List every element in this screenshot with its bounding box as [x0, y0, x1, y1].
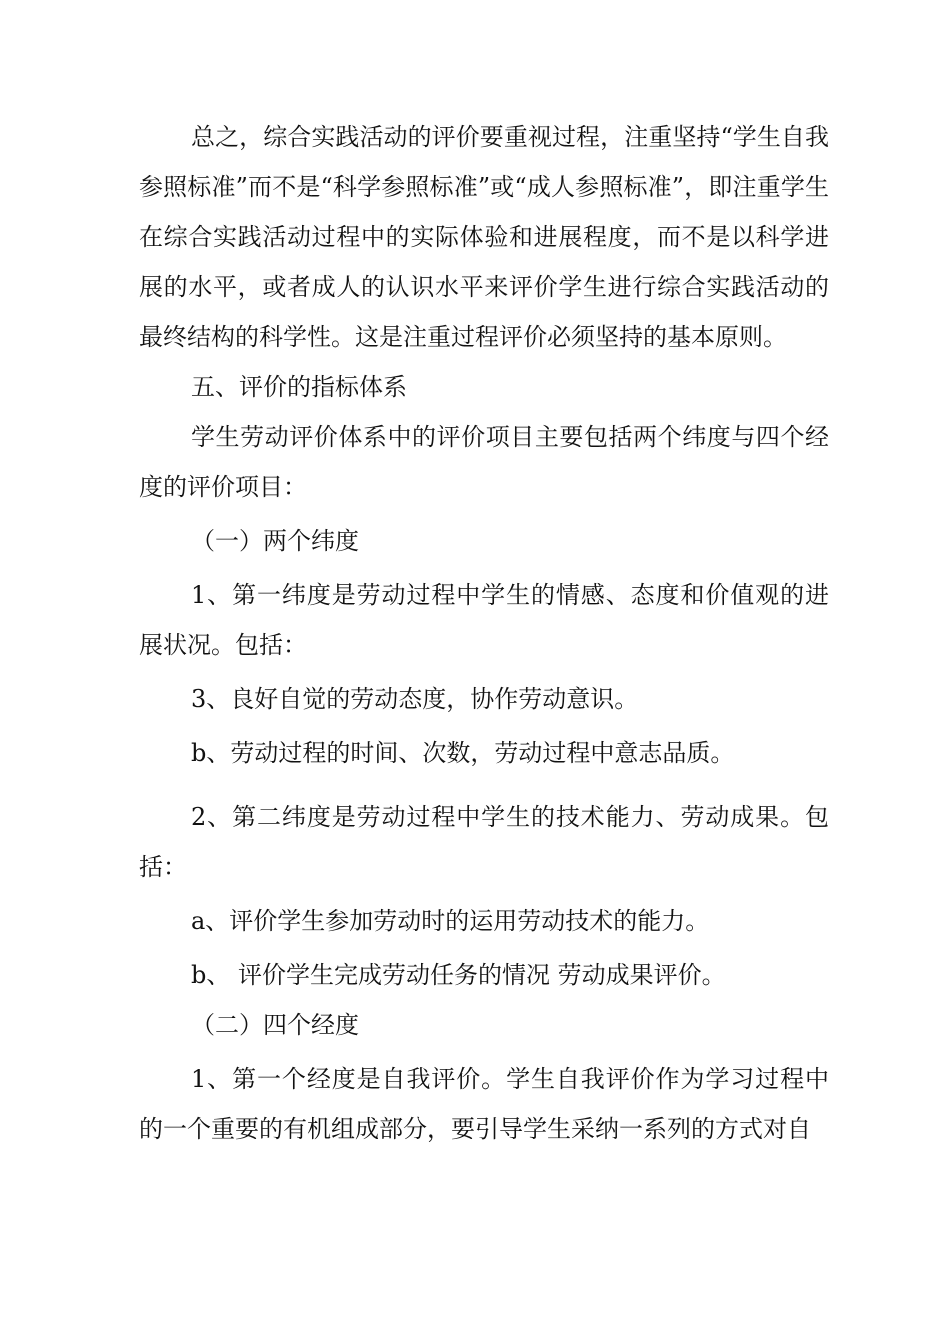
paragraph-first-latitude: 1、第一纬度是劳动过程中学生的情感、态度和价值观的进展状况。包括：	[139, 581, 829, 659]
paragraph-process-evaluation: 总之，综合实践活动的评价要重视过程，注重坚持“学生自我参照标准”而不是“科学参照标准”或“成人参照标准”，即注重学生在综合实践活动过程中的实际体验和进展程度，而不是以科学进展的水平，或者成人的认识水平来评价学生进行综合实践活动的最终结构的科学性。这是注重过程评价必须坚持的基本原则。	[139, 123, 829, 351]
subheading-two-latitudes: （一）两个纬度	[191, 527, 359, 555]
list-item-attitude: 3、良好自觉的劳动态度，协作劳动意识。	[191, 685, 639, 713]
list-item-task-completion: b、 评价学生完成劳动任务的情况 劳动成果评价。	[191, 961, 726, 989]
section-heading-indicator-system: 五、评价的指标体系	[191, 373, 407, 401]
list-item-time-count: b、劳动过程的时间、次数，劳动过程中意志品质。	[191, 739, 735, 767]
paragraph-evaluation-items: 学生劳动评价体系中的评价项目主要包括两个纬度与四个经度的评价项目：	[139, 423, 829, 501]
paragraph-self-evaluation: 1、第一个经度是自我评价。学生自我评价作为学习过程中的一个重要的有机组成部分，要引导学生采纳一系列的方式对自	[139, 1065, 829, 1143]
subheading-four-longitudes: （二）四个经度	[191, 1011, 359, 1039]
document-page	[139, 112, 829, 1154]
paragraph-second-latitude: 2、第二纬度是劳动过程中学生的技术能力、劳动成果。包括：	[139, 803, 829, 881]
list-item-technical-ability: a、评价学生参加劳动时的运用劳动技术的能力。	[191, 907, 710, 935]
